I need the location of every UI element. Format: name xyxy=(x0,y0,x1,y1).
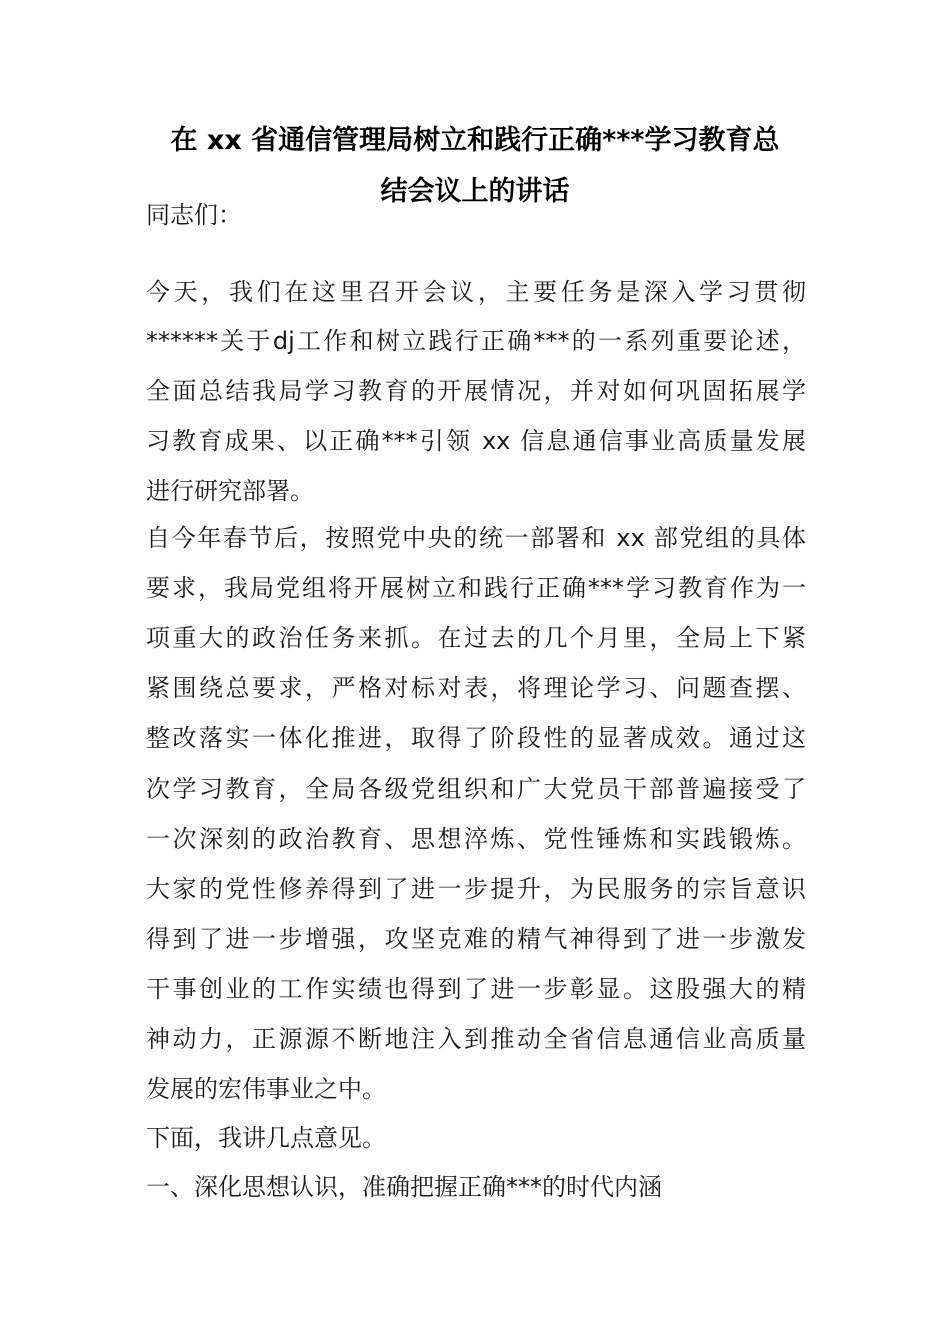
paragraph-1-line-5: 进行研究部署。 xyxy=(146,477,314,505)
paragraph-2-line-4: 紧围绕总要求，严格对标对表，将理论学习、问题查摆、 xyxy=(146,674,806,702)
paragraph-3: 下面，我讲几点意见。 xyxy=(146,1124,386,1152)
paragraph-2-line-1: 自今年春节后，按照党中央的统一部署和 xx 部党组的具体 xyxy=(146,524,806,552)
paragraph-2-line-5: 整改落实一体化推进，取得了阶段性的显著成效。通过这 xyxy=(146,724,806,752)
document-title-line-1: 在 xx 省通信管理局树立和践行正确***学习教育总 xyxy=(170,125,780,156)
paragraph-2-line-7: 一次深刻的政治教育、思想淬炼、党性锤炼和实践锻炼。 xyxy=(146,825,806,853)
paragraph-1-line-1: 今天，我们在这里召开会议，主要任务是深入学习贯彻 xyxy=(146,278,806,306)
paragraph-1-line-4: 习教育成果、以正确***引领 xx 信息通信事业高质量发展 xyxy=(146,427,806,455)
paragraph-1-line-2: ******关于dj工作和树立践行正确***的一系列重要论述， xyxy=(146,327,806,355)
document-title-line-2: 结会议上的讲话 xyxy=(380,176,570,207)
salutation: 同志们： xyxy=(146,201,242,229)
paragraph-2-line-10: 干事创业的工作实绩也得到了进一步彰显。这股强大的精 xyxy=(146,975,806,1003)
paragraph-2-line-9: 得到了进一步增强，攻坚克难的精气神得到了进一步激发 xyxy=(146,925,806,953)
paragraph-2-line-6: 次学习教育，全局各级党组织和广大党员干部普遍接受了 xyxy=(146,775,806,803)
paragraph-2-line-2: 要求，我局党组将开展树立和践行正确***学习教育作为一 xyxy=(146,574,806,602)
paragraph-2-line-3: 项重大的政治任务来抓。在过去的几个月里，全局上下紧 xyxy=(146,624,806,652)
section-heading-1: 一、深化思想认识，准确把握正确***的时代内涵 xyxy=(146,1173,662,1201)
paragraph-1-line-3: 全面总结我局学习教育的开展情况，并对如何巩固拓展学 xyxy=(146,377,806,405)
paragraph-2-line-11: 神动力，正源源不断地注入到推动全省信息通信业高质量 xyxy=(146,1025,806,1053)
paragraph-2-line-8: 大家的党性修养得到了进一步提升，为民服务的宗旨意识 xyxy=(146,875,806,903)
paragraph-2-line-12: 发展的宏伟事业之中。 xyxy=(146,1075,386,1103)
